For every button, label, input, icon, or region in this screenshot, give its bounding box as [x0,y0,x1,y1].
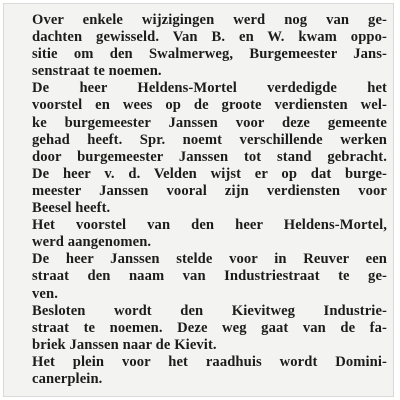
text-line: gehad heeft. Spr. noemt verschillende werken [32,131,387,148]
text-line: werd aangenomen. [32,234,152,251]
paragraph-1 [32,12,387,80]
text-line: ven. [32,285,58,302]
text-line: canerplein. [32,370,103,387]
text-line: Het voorstel van den heer Heldens-Mortel, [32,217,387,234]
text-line: straat den naam van Industriestraat te ge- [32,268,387,285]
paragraph-7 [32,354,387,388]
paragraph-2 [32,80,387,165]
text-line: straat te noemen. Deze weg gaat van de fa- [32,319,387,336]
paragraph-5 [32,251,387,302]
text-line: sitie om den Swalmerweg, Burgemeester Jans- [32,46,387,63]
text-line: briek Janssen naar de Kievit. [32,336,217,353]
text-line: Over enkele wijzigingen werd nog van ge- [32,12,387,28]
text-line: door burgemeester Janssen tot stand gebracht. [32,148,387,165]
text-line: Beesel heeft. [32,200,111,217]
text-line: dachten gewisseld. Van B. en W. kwam oppo- [32,29,387,46]
text-line: meester Janssen vooral zijn verdiensten voor [32,182,387,199]
text-line: De heer Heldens-Mortel verdedigde het [32,80,387,97]
paragraph-6 [32,303,387,354]
text-line: ke burgemeester Janssen voor deze gemeente [32,114,387,131]
text-line: senstraat te noemen. [32,63,162,80]
text-line: Besloten wordt den Kievitweg Industrie- [32,302,387,319]
paragraph-3 [32,166,387,217]
paragraph-4 [32,217,387,251]
text-line: De heer v. d. Velden wijst er op dat burge- [32,165,387,182]
newspaper-clipping [3,3,394,397]
text-line: voorstel en wees op de groote verdiensten wel- [32,97,387,114]
text-line: De heer Janssen stelde voor in Reuver een [32,251,387,268]
article-text [32,12,387,388]
text-line: Het plein voor het raadhuis wordt Domini- [32,353,387,370]
